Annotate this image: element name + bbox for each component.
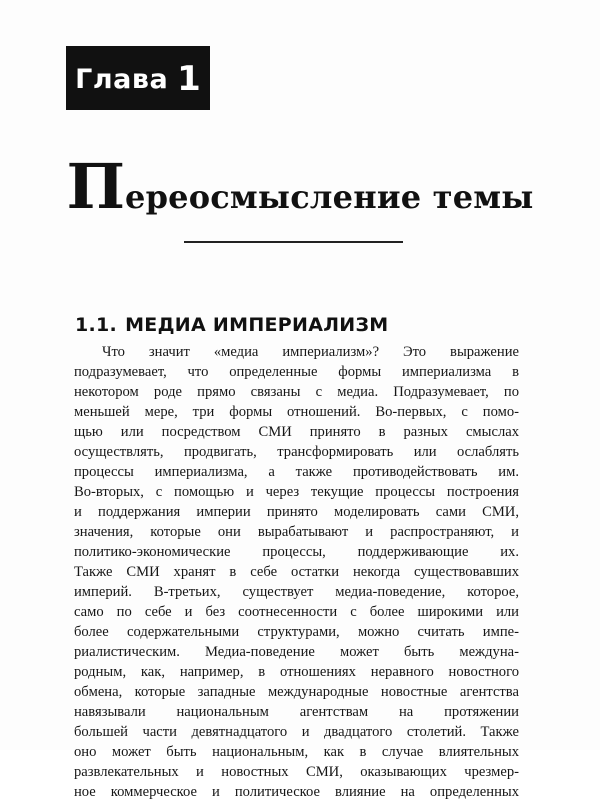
section-title: МЕДИА ИМПЕРИАЛИЗМ (125, 314, 389, 336)
text-line: осуществлять, продвигать, трансформировать или ослаблять (74, 444, 519, 460)
text-line: процессы империализма, а также противодействовать им. (74, 464, 519, 480)
text-line: меньшей мере, три формы отношений. Во-первых, с помо- (74, 404, 519, 420)
text-line: и поддержания империи принято моделировать сами СМИ, (74, 504, 519, 520)
section-heading (75, 314, 389, 336)
text-line: империй. В-третьих, существует медиа-поведение, которое, (74, 584, 519, 600)
text-line: некотором роде прямо связаны с медиа. Подразумевает, по (74, 384, 519, 400)
text-line: оно может быть национальным, как в случае влиятельных (74, 744, 519, 760)
text-line: риалистическим. Медиа-поведение может быть междуна- (74, 644, 519, 660)
text-line: Также СМИ хранят в себе остатки некогда существовавших (74, 564, 519, 580)
text-line: политико-экономические процессы, поддерживающие их. (74, 544, 519, 560)
text-line: Во-вторых, с помощью и через текущие процессы построения (74, 484, 519, 500)
text-line: Что значит «медиа империализм»? Это выражение (102, 344, 519, 360)
text-line: ное коммерческое и политическое влияние на определенных (74, 784, 519, 800)
text-line: большей части девятнадцатого и двадцатого столетий. Также (74, 724, 519, 740)
text-line: щью или посредством СМИ принято в разных смыслах (74, 424, 519, 440)
chapter-title (0, 150, 600, 223)
text-line: значения, которые они вырабатывают и распространяют, и (74, 524, 519, 540)
text-line: навязывали национальным агентствам на протяжении (74, 704, 519, 720)
chapter-word: Глава (75, 63, 169, 95)
chapter-number: 1 (177, 59, 201, 99)
chapter-label (66, 46, 210, 110)
title-divider (184, 241, 403, 243)
text-line: само по себе и без соотнесенности с более широкими или (74, 604, 519, 620)
text-line: более содержательными структурами, можно считать импе- (74, 624, 519, 640)
body-paragraph (74, 342, 519, 802)
text-line: родным, как, например, в отношениях неравного новостного (74, 664, 519, 680)
text-line: обмена, которые западные международные новостные агентства (74, 684, 519, 700)
text-line: развлекательных и новостных СМИ, оказывающих чрезмер- (74, 764, 519, 780)
chapter-title-rest: ереосмысление темы (125, 178, 534, 216)
text-line: подразумевает, что определенные формы империализма в (74, 364, 519, 380)
section-number: 1.1. (75, 314, 118, 336)
chapter-title-initial: П (66, 150, 126, 223)
